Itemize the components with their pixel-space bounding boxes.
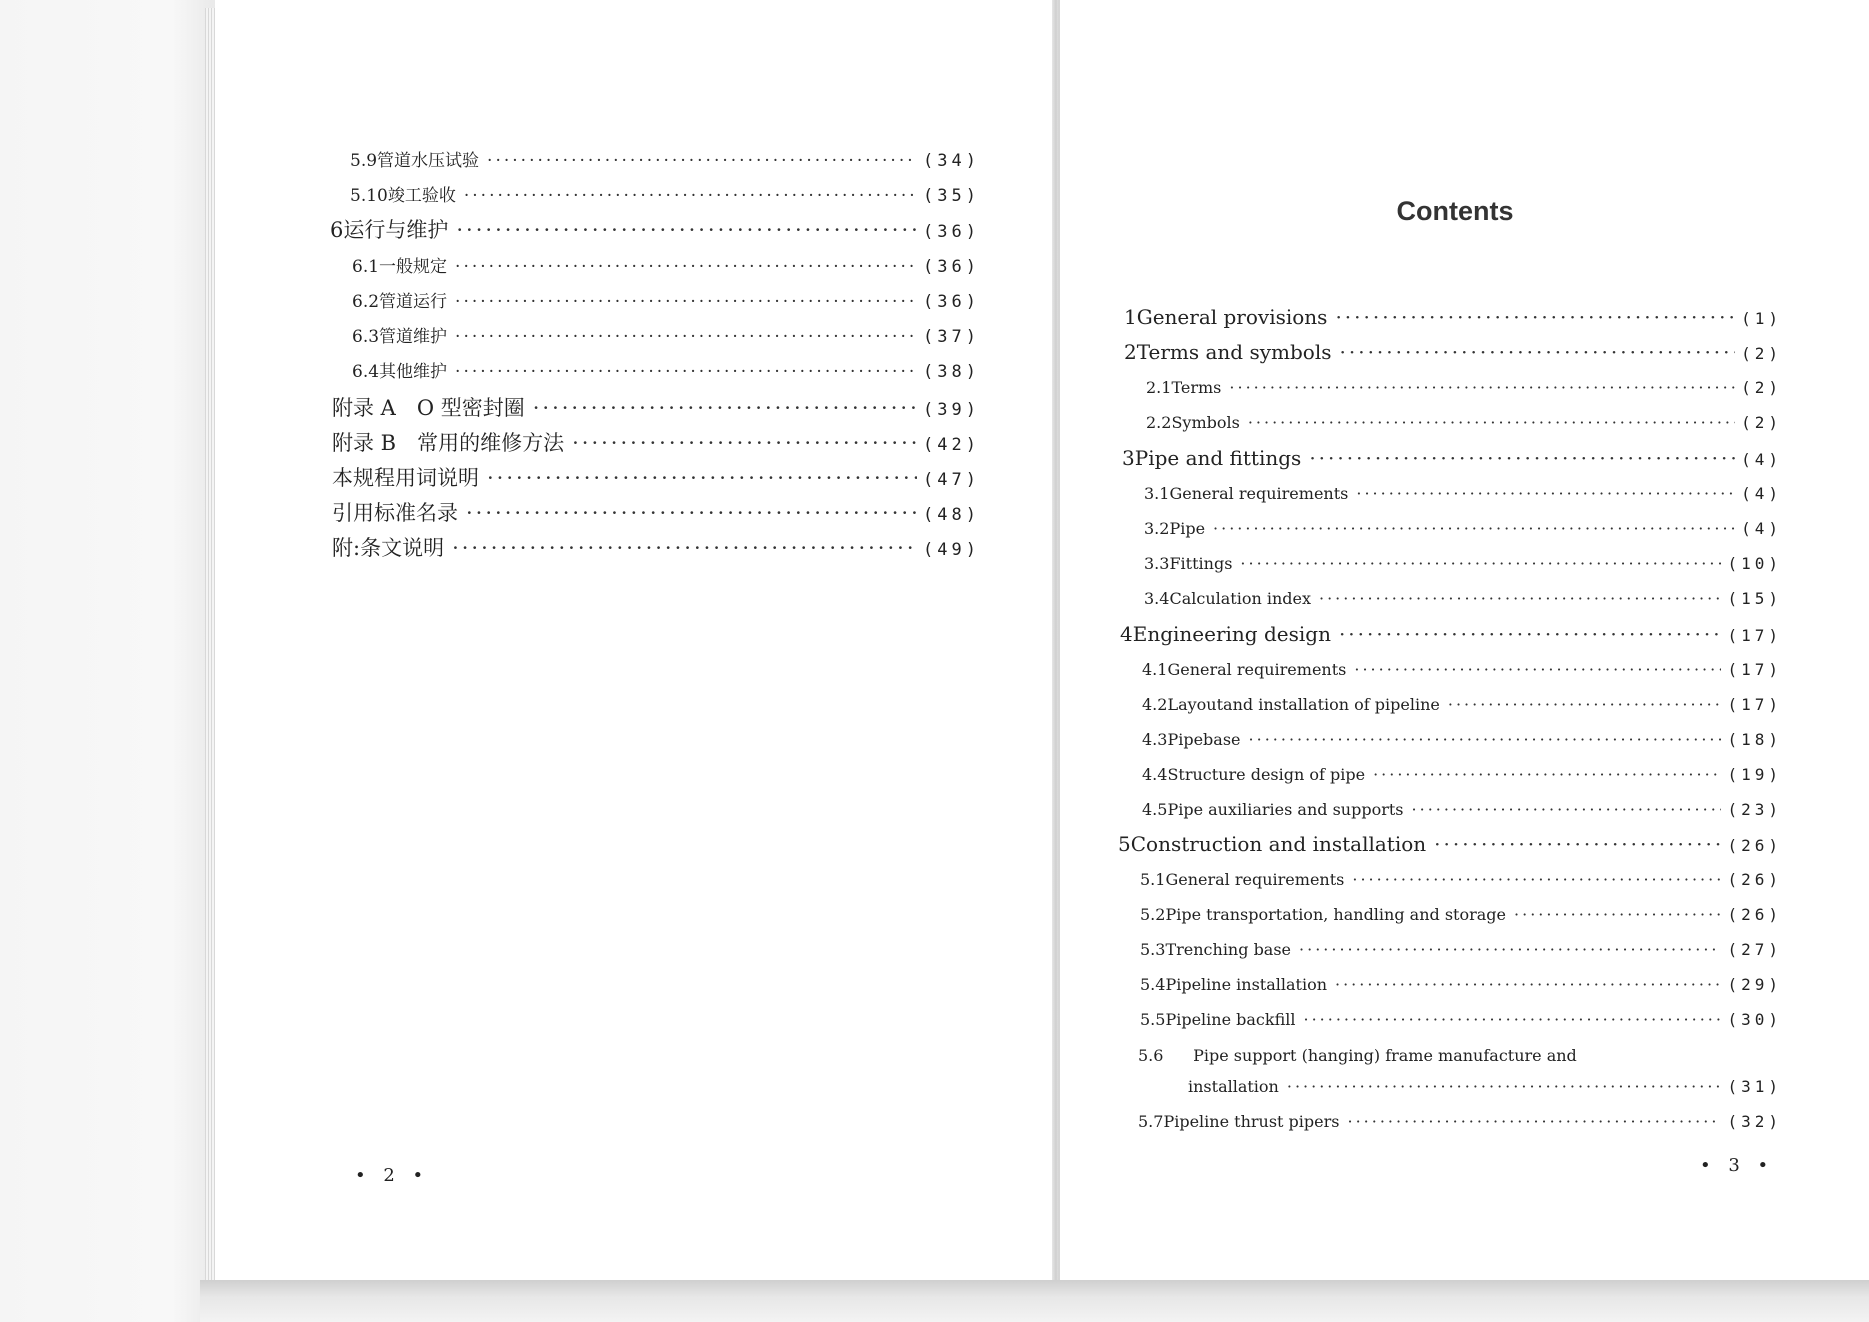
toc-entry-title: Pipebase [1167,730,1241,749]
toc-entry [1144,519,1782,538]
leader-dots [1287,1077,1722,1096]
leader-dots [1309,446,1735,470]
toc-entry-title: 本规程用词说明 [332,466,479,490]
toc-entry [1144,554,1782,573]
toc-entry-page: (30) [1727,1010,1782,1029]
leader-dots [1213,519,1735,538]
toc-entry-page: (19) [1727,765,1782,784]
toc-entry-number: 3 [1122,446,1135,470]
leader-dots [1354,660,1721,679]
toc-entry-page: (4) [1741,519,1782,538]
toc-entry-number: 3.1 [1144,484,1170,503]
toc-entry-title: 运行与维护 [343,218,449,242]
toc-entry-page: (36) [923,222,980,242]
leader-dots [1352,870,1721,889]
leader-dots [1319,589,1721,608]
toc-entry-page: (27) [1727,940,1782,959]
toc-entry-title: Pipe [1169,519,1206,538]
leader-dots [1347,1112,1721,1131]
toc-entry-title: General provisions [1136,305,1328,329]
toc-entry-number: 2.2 [1146,413,1172,432]
toc-entry-title: Pipeline installation [1165,975,1327,994]
toc-entry-page: (49) [923,540,980,560]
toc-entry-page: (2) [1741,413,1782,432]
toc-entry-wrapped-first-line [1138,1046,1577,1065]
toc-entry-page: (26) [1727,870,1782,889]
toc-entry-number: 2.1 [1146,378,1172,397]
toc-entry-title: Structure design of pipe [1167,765,1366,784]
toc-entry [1142,695,1782,714]
toc-entry-number: 4 [1120,622,1133,646]
toc-entry-title: 附录 B 常用的维修方法 [332,431,565,455]
toc-entry-page: (34) [923,151,980,171]
toc-entry-number: 5.6 [1138,1046,1164,1065]
toc-entry-page: (1) [1741,309,1782,328]
toc-entry-page: (18) [1727,730,1782,749]
leader-dots [1335,305,1735,329]
toc-entry-title: Trenching base [1165,940,1292,959]
toc-entry-title: 竣工验收 [387,186,456,206]
toc-entry-number: 5.10 [350,186,388,206]
leader-dots [1340,340,1736,364]
toc-entry [1124,305,1782,329]
toc-entry-number: 5.5 [1140,1010,1166,1029]
toc-entry-page: (26) [1727,905,1782,924]
toc-entry-title: General requirements [1165,870,1345,889]
toc-entry-number: 6.3 [352,327,380,347]
toc-entry [1140,905,1782,924]
toc-entry-number: 6 [330,218,344,242]
toc-entry-title: 管道维护 [379,327,448,347]
toc-entry-title: 一般规定 [379,257,448,277]
leader-dots [1339,622,1722,646]
toc-entry-page: (36) [923,292,980,312]
toc-entry-title: Pipe and fittings [1134,446,1302,470]
toc-entry [1124,340,1782,364]
toc-entry-page: (4) [1741,450,1782,469]
toc-entry-number: 6.4 [352,362,380,382]
leader-dots [1303,1010,1721,1029]
toc-entry-number: 4.1 [1142,660,1168,679]
toc-entry-number: 3.3 [1144,554,1170,573]
toc-entry-title: Pipe transportation, handling and storage [1165,905,1507,924]
leader-dots [1448,695,1722,714]
toc-entry [1146,378,1782,397]
toc-entry-number: 5.2 [1140,905,1166,924]
toc-entry-page: (17) [1727,626,1782,645]
toc-entry-number: 3.2 [1144,519,1170,538]
toc-entry [1144,484,1782,503]
toc-entry-number: 4.5 [1142,800,1168,819]
toc-entry [1138,1112,1782,1131]
toc-entry-page: (48) [923,505,980,525]
toc-entry-page: (37) [923,327,980,347]
toc-entry-page: (29) [1727,975,1782,994]
toc-entry-title: Symbols [1171,413,1240,432]
leader-dots [1299,940,1721,959]
leader-dots [1249,730,1722,749]
toc-entry-title: 引用标准名录 [332,501,458,525]
toc-entry-page: (10) [1727,554,1782,573]
toc-entry-title: Calculation index [1169,589,1311,608]
toc-entry [1142,660,1782,679]
toc-entry-page: (35) [923,186,980,206]
toc-entry-page: (2) [1741,344,1782,363]
toc-entry-number: 3.4 [1144,589,1170,608]
toc-entry-page: (36) [923,257,980,277]
leader-dots [1434,832,1721,856]
toc-entry-page: (17) [1727,660,1782,679]
toc-entry [1140,870,1782,889]
leader-dots [1229,378,1735,397]
toc-entry-number: 5.4 [1140,975,1166,994]
toc-entry-title: Pipe auxiliaries and supports [1167,800,1404,819]
toc-entry-number: 5.3 [1140,940,1166,959]
toc-entry-title: Pipeline thrust pipers [1163,1112,1340,1131]
toc-entry-title: General requirements [1167,660,1347,679]
leader-dots [1373,765,1721,784]
toc-entry-page: (26) [1727,836,1782,855]
page-number-left: • 2 • [355,1165,430,1186]
toc-entry-page: (4) [1741,484,1782,503]
toc-entry [1142,730,1782,749]
toc-entry [1140,975,1782,994]
toc-entry [1120,622,1782,646]
toc-entry-page: (38) [923,362,980,382]
contents-heading: Contents [1396,196,1514,226]
toc-entry-title: Fittings [1169,554,1233,573]
toc-entry-title: Engineering design [1132,622,1331,646]
toc-entry-number: 4.4 [1142,765,1168,784]
toc-entry [1140,940,1782,959]
toc-entry-number: 6.2 [352,292,380,312]
toc-entry-title: 管道运行 [379,292,448,312]
toc-entry-title: Layoutand installation of pipeline [1167,695,1440,714]
toc-entry [1142,765,1782,784]
leader-dots [1514,905,1721,924]
leader-dots [1248,413,1735,432]
toc-entry [1118,832,1782,856]
toc-entry-title: Pipeline backfill [1165,1010,1296,1029]
toc-entry-number: 1 [1124,305,1137,329]
toc-entry-title: Terms and symbols [1136,340,1332,364]
toc-entry-title: 其他维护 [379,362,448,382]
toc-entry-title: 附:条文说明 [332,536,445,560]
page-number-right: • 3 • [1700,1155,1775,1176]
leader-dots [1335,975,1721,994]
toc-entry-title: Pipe support (hanging) frame manufacture and [1193,1046,1577,1065]
toc-entry-number: 5 [1118,832,1131,856]
toc-entry [1122,446,1782,470]
toc-entry-number: 5.7 [1138,1112,1164,1131]
toc-entry-page: (39) [923,400,980,420]
toc-entry-number: 6.1 [352,257,380,277]
leader-dots [1356,484,1735,503]
toc-entry-number: 5.9 [350,151,378,171]
toc-entry [1140,1010,1782,1029]
toc-entry-title: Construction and installation [1130,832,1427,856]
toc-entry-title: Terms [1171,378,1222,397]
leader-dots [1412,800,1722,819]
toc-entry-page: (42) [923,435,980,455]
toc-entry [1144,589,1782,608]
toc-entry-number: 4.3 [1142,730,1168,749]
toc-entry-number: 4.2 [1142,695,1168,714]
toc-entry-page: (32) [1727,1112,1782,1131]
toc-entry [1142,800,1782,819]
toc-entry-page: (23) [1727,800,1782,819]
toc-entry-number: 5.1 [1140,870,1166,889]
leader-dots [1240,554,1721,573]
toc-entry [1146,413,1782,432]
toc-entry [1188,1077,1782,1096]
toc-entry-title-continued: installation [1188,1077,1279,1096]
toc-entry-page: (2) [1741,378,1782,397]
toc-entry-number: 2 [1124,340,1137,364]
toc-entry-page: (47) [923,470,980,490]
toc-entry-title: 管道水压试验 [377,151,480,171]
toc-entry-page: (15) [1727,589,1782,608]
toc-entry-title: 附录 A O 型密封圈 [332,396,525,420]
toc-entry-page: (17) [1727,695,1782,714]
toc-entry-page: (31) [1727,1077,1782,1096]
toc-entry-title: General requirements [1169,484,1349,503]
